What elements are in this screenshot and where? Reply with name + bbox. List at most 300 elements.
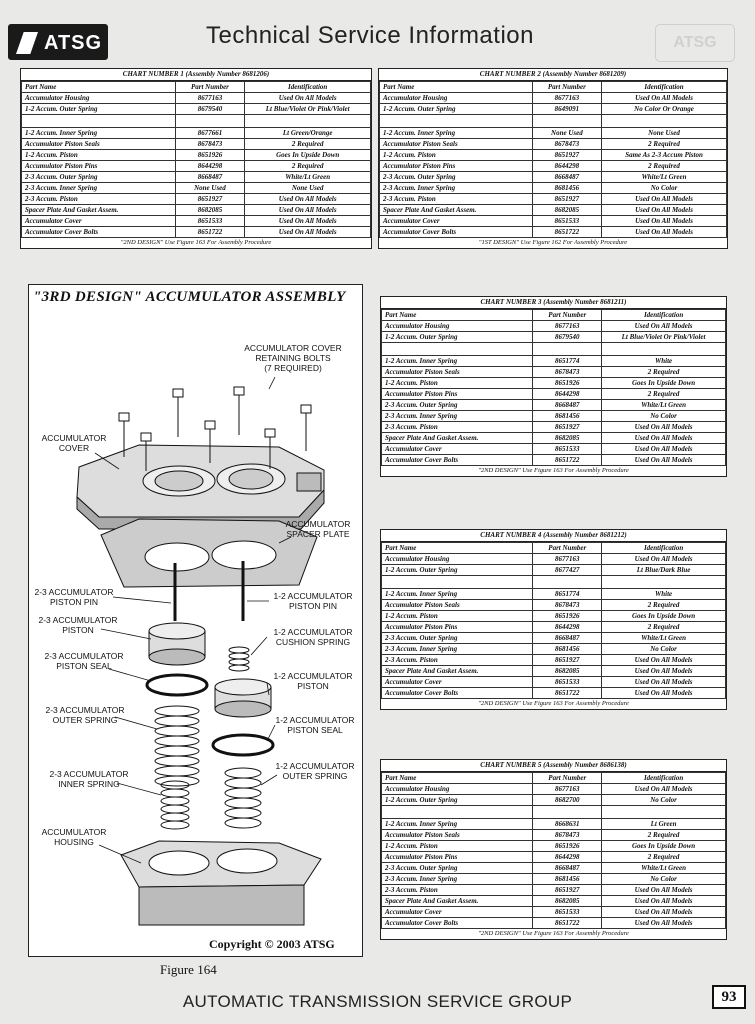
part-number-cell: 8668631 <box>533 819 602 830</box>
identification-cell: No Color <box>602 795 726 806</box>
chart-title: CHART NUMBER 5 (Assembly Number 8686138) <box>381 760 726 772</box>
part-number-cell: 8651926 <box>533 378 602 389</box>
identification-cell: 2 Required <box>602 367 726 378</box>
part-number-cell: 8677163 <box>532 93 601 104</box>
identification-cell: Used On All Models <box>602 554 726 565</box>
identification-cell: 2 Required <box>602 161 727 172</box>
part-name-cell: 2-3 Accum. Piston <box>382 655 533 666</box>
part-name-cell <box>382 806 533 819</box>
part-name-cell: Accumulator Housing <box>380 93 533 104</box>
table-row <box>382 655 726 666</box>
part-number-cell: 8651722 <box>175 227 245 238</box>
part-number-cell: 8651722 <box>533 688 602 699</box>
part-number-cell: 8682085 <box>175 205 245 216</box>
page-title: Technical Service Information <box>206 22 534 49</box>
part-name-cell: 1-2 Accum. Inner Spring <box>382 819 533 830</box>
part-number-cell: 8651533 <box>533 907 602 918</box>
table-row <box>380 139 727 150</box>
label-seal-2-3: 2-3 ACCUMULATOR PISTON SEAL <box>44 651 124 671</box>
identification-cell <box>602 115 727 128</box>
identification-cell <box>602 576 726 589</box>
part-number-cell: 8679540 <box>175 104 245 115</box>
outer-spring-2-3-drawing <box>155 706 199 786</box>
chart-5 <box>380 759 727 940</box>
part-name-cell: Accumulator Housing <box>382 784 533 795</box>
identification-cell: Used On All Models <box>245 194 371 205</box>
figure-title: "3RD DESIGN" ACCUMULATOR ASSEMBLY <box>33 289 346 305</box>
part-number-cell: 8651927 <box>533 655 602 666</box>
identification-cell: No Color <box>602 183 727 194</box>
table-row <box>380 227 727 238</box>
table-row <box>380 104 727 115</box>
part-number-cell: 8682085 <box>532 205 601 216</box>
part-number-cell: 8644298 <box>533 852 602 863</box>
identification-cell: Same As 2-3 Accum Piston <box>602 150 727 161</box>
identification-cell: Used On All Models <box>602 784 726 795</box>
identification-cell: Used On All Models <box>602 896 726 907</box>
part-name-cell <box>382 576 533 589</box>
accumulator-housing-drawing <box>121 841 321 925</box>
table-row <box>382 367 726 378</box>
table-header-row <box>382 543 726 554</box>
part-name-cell: Accumulator Cover <box>382 907 533 918</box>
identification-cell: White <box>602 589 726 600</box>
table-row <box>382 433 726 444</box>
label-cushion-spring: 1-2 ACCUMULATOR CUSHION SPRING <box>273 627 353 647</box>
identification-cell: Used On All Models <box>602 885 726 896</box>
table-row <box>382 666 726 677</box>
table-row <box>382 918 726 929</box>
column-header: Identification <box>245 82 371 93</box>
part-number-cell: 8677163 <box>533 554 602 565</box>
column-header: Part Name <box>382 773 533 784</box>
label-spacer-plate: ACCUMULATOR SPACER PLATE <box>285 519 351 539</box>
part-number-cell: 8651927 <box>532 150 601 161</box>
part-number-cell: 8668487 <box>533 400 602 411</box>
identification-cell: Goes In Upside Down <box>602 841 726 852</box>
parts-table <box>379 81 727 238</box>
table-row <box>382 784 726 795</box>
identification-cell: Used On All Models <box>602 918 726 929</box>
part-name-cell <box>380 115 533 128</box>
part-name-cell: 2-3 Accum. Inner Spring <box>382 644 533 655</box>
cushion-spring-drawing <box>229 647 249 671</box>
identification-cell: Used On All Models <box>245 227 371 238</box>
identification-cell: 2 Required <box>245 161 371 172</box>
identification-cell: Used On All Models <box>602 194 727 205</box>
part-name-cell: Spacer Plate And Gasket Assem. <box>22 205 176 216</box>
chart-title: CHART NUMBER 4 (Assembly Number 8681212) <box>381 530 726 542</box>
part-name-cell: 2-3 Accum. Inner Spring <box>22 183 176 194</box>
identification-cell: 2 Required <box>602 600 726 611</box>
table-row <box>382 343 726 356</box>
part-name-cell: Accumulator Piston Pins <box>382 852 533 863</box>
table-row <box>382 863 726 874</box>
table-row <box>22 216 371 227</box>
identification-cell: No Color <box>602 874 726 885</box>
table-row <box>380 161 727 172</box>
table-row <box>382 411 726 422</box>
part-number-cell: 8651533 <box>533 677 602 688</box>
inner-spring-2-3-drawing <box>161 781 189 829</box>
part-name-cell: 1-2 Accum. Outer Spring <box>380 104 533 115</box>
identification-cell: Used On All Models <box>602 216 727 227</box>
identification-cell: None Used <box>245 183 371 194</box>
table-row <box>380 172 727 183</box>
part-name-cell: 2-3 Accum. Outer Spring <box>382 400 533 411</box>
table-row <box>382 565 726 576</box>
table-row <box>382 907 726 918</box>
part-name-cell: 1-2 Accum. Piston <box>382 841 533 852</box>
part-name-cell: Accumulator Cover <box>380 216 533 227</box>
part-number-cell: 8677163 <box>175 93 245 104</box>
table-row <box>382 885 726 896</box>
part-number-cell: 8677163 <box>533 321 602 332</box>
chart-footer-note: "2ND DESIGN" Use Figure 163 For Assembly Procedure <box>478 700 629 707</box>
part-number-cell: 8677427 <box>533 565 602 576</box>
table-row <box>22 183 371 194</box>
part-name-cell: Accumulator Housing <box>382 321 533 332</box>
part-name-cell: 1-2 Accum. Outer Spring <box>22 104 176 115</box>
part-name-cell: Accumulator Piston Pins <box>22 161 176 172</box>
column-header: Part Name <box>380 82 533 93</box>
table-row <box>380 128 727 139</box>
table-row <box>382 600 726 611</box>
column-header: Identification <box>602 310 726 321</box>
part-name-cell: 1-2 Accum. Piston <box>382 611 533 622</box>
part-number-cell: 8651926 <box>533 611 602 622</box>
part-number-cell: 8678473 <box>175 139 245 150</box>
identification-cell: Used On All Models <box>602 677 726 688</box>
logo-text: ATSG <box>44 32 103 54</box>
piston-1-2-drawing <box>215 679 271 717</box>
table-row <box>382 400 726 411</box>
chart-2 <box>378 68 728 249</box>
table-row <box>382 356 726 367</box>
table-row <box>382 321 726 332</box>
identification-cell: No Color <box>602 411 726 422</box>
part-name-cell: 1-2 Accum. Outer Spring <box>382 795 533 806</box>
chart-title: CHART NUMBER 3 (Assembly Number 8681211) <box>381 297 726 309</box>
chart-footer-note: "2ND DESIGN" Use Figure 163 For Assembly Procedure <box>478 930 629 937</box>
part-name-cell: Accumulator Piston Seals <box>382 830 533 841</box>
identification-cell: 2 Required <box>602 830 726 841</box>
label-outer-spring-2-3: 2-3 ACCUMULATOR OUTER SPRING <box>45 705 125 725</box>
watermark-logo: ATSG <box>655 24 735 62</box>
part-name-cell: 2-3 Accum. Inner Spring <box>382 411 533 422</box>
table-row <box>382 806 726 819</box>
part-number-cell: None Used <box>532 128 601 139</box>
identification-cell: Used On All Models <box>602 688 726 699</box>
label-seal-1-2: 1-2 ACCUMULATOR PISTON SEAL <box>275 715 355 735</box>
identification-cell: Used On All Models <box>602 321 726 332</box>
part-name-cell: 2-3 Accum. Piston <box>380 194 533 205</box>
parts-table <box>381 309 726 466</box>
table-row <box>22 115 371 128</box>
atsg-logo <box>8 24 108 60</box>
part-name-cell: Spacer Plate And Gasket Assem. <box>382 896 533 907</box>
label-outer-spring-1-2: 1-2 ACCUMULATOR OUTER SPRING <box>275 761 355 781</box>
part-name-cell: Accumulator Cover Bolts <box>382 455 533 466</box>
part-number-cell: 8682085 <box>533 896 602 907</box>
part-name-cell: Spacer Plate And Gasket Assem. <box>380 205 533 216</box>
label-inner-spring-2-3: 2-3 ACCUMULATOR INNER SPRING <box>49 769 129 789</box>
seal-1-2-drawing <box>213 735 273 755</box>
part-number-cell: 8651927 <box>175 194 245 205</box>
identification-cell: None Used <box>602 128 727 139</box>
column-header: Identification <box>602 82 727 93</box>
identification-cell: Goes In Upside Down <box>602 378 726 389</box>
part-number-cell: 8651926 <box>533 841 602 852</box>
table-row <box>382 841 726 852</box>
part-name-cell: Accumulator Piston Seals <box>382 367 533 378</box>
part-number-cell: 8668487 <box>532 172 601 183</box>
seal-2-3-drawing <box>147 675 207 695</box>
chart-title: CHART NUMBER 2 (Assembly Number 8681209) <box>379 69 727 81</box>
part-name-cell: Accumulator Piston Seals <box>22 139 176 150</box>
part-number-cell: 8678473 <box>533 367 602 378</box>
identification-cell: Lt Green/Orange <box>245 128 371 139</box>
part-name-cell: Accumulator Cover Bolts <box>382 688 533 699</box>
parts-table <box>381 772 726 929</box>
identification-cell: White/Lt Green <box>602 172 727 183</box>
part-number-cell: 8679540 <box>533 332 602 343</box>
identification-cell: Used On All Models <box>245 205 371 216</box>
part-name-cell: Accumulator Piston Seals <box>380 139 533 150</box>
table-row <box>380 194 727 205</box>
identification-cell: White/Lt Green <box>602 633 726 644</box>
table-row <box>382 422 726 433</box>
column-header: Part Number <box>533 773 602 784</box>
parts-table <box>21 81 371 238</box>
part-number-cell: 8681456 <box>532 183 601 194</box>
table-row <box>382 589 726 600</box>
copyright-text: Copyright © 2003 ATSG <box>209 937 335 951</box>
column-header: Part Name <box>22 82 176 93</box>
part-name-cell: Accumulator Housing <box>22 93 176 104</box>
part-number-cell: 8651533 <box>175 216 245 227</box>
part-number-cell: 8677661 <box>175 128 245 139</box>
table-header-row <box>382 310 726 321</box>
part-name-cell: 1-2 Accum. Inner Spring <box>382 589 533 600</box>
identification-cell: Lt Blue/Violet Or Pink/Violet <box>602 332 726 343</box>
part-name-cell: 1-2 Accum. Outer Spring <box>382 332 533 343</box>
part-name-cell: 2-3 Accum. Piston <box>382 885 533 896</box>
table-row <box>380 205 727 216</box>
table-row <box>382 332 726 343</box>
table-header-row <box>380 82 727 93</box>
part-number-cell: 8651533 <box>532 216 601 227</box>
chart-1 <box>20 68 372 249</box>
part-name-cell: 2-3 Accum. Inner Spring <box>380 183 533 194</box>
identification-cell: Used On All Models <box>602 907 726 918</box>
identification-cell: White/Lt Green <box>602 863 726 874</box>
table-row <box>382 389 726 400</box>
table-row <box>382 795 726 806</box>
table-row <box>380 150 727 161</box>
part-name-cell: 2-3 Accum. Outer Spring <box>382 633 533 644</box>
part-number-cell: 8651927 <box>533 885 602 896</box>
table-header-row <box>22 82 371 93</box>
chart-footer-note: "2ND DESIGN" Use Figure 163 For Assembly Procedure <box>478 467 629 474</box>
part-number-cell: 8644298 <box>533 389 602 400</box>
part-name-cell: 2-3 Accum. Piston <box>382 422 533 433</box>
part-number-cell: 8644298 <box>175 161 245 172</box>
table-row <box>382 444 726 455</box>
column-header: Part Number <box>175 82 245 93</box>
part-name-cell: Accumulator Housing <box>382 554 533 565</box>
part-number-cell <box>533 806 602 819</box>
part-number-cell <box>532 115 601 128</box>
chart-4 <box>380 529 727 710</box>
page-number: 93 <box>712 985 746 1009</box>
part-name-cell: 1-2 Accum. Inner Spring <box>380 128 533 139</box>
part-number-cell: 8651722 <box>532 227 601 238</box>
table-row <box>382 554 726 565</box>
part-name-cell: Spacer Plate And Gasket Assem. <box>382 433 533 444</box>
table-row <box>22 93 371 104</box>
part-number-cell: 8678473 <box>533 600 602 611</box>
part-name-cell: 1-2 Accum. Inner Spring <box>382 356 533 367</box>
table-row <box>382 830 726 841</box>
table-row <box>22 194 371 205</box>
part-number-cell: 8649091 <box>532 104 601 115</box>
part-number-cell: 8651927 <box>533 422 602 433</box>
part-name-cell: 2-3 Accum. Piston <box>22 194 176 205</box>
identification-cell: Goes In Upside Down <box>245 150 371 161</box>
table-row <box>382 819 726 830</box>
label-cover: ACCUMULATOR COVER <box>41 433 107 453</box>
identification-cell: Goes In Upside Down <box>602 611 726 622</box>
part-number-cell: 8668487 <box>533 863 602 874</box>
chart-footer-note: "1ST DESIGN" Use Figure 162 For Assembly Procedure <box>478 239 628 246</box>
footer-text: AUTOMATIC TRANSMISSION SERVICE GROUP <box>182 992 573 1011</box>
table-row <box>22 161 371 172</box>
part-number-cell: 8644298 <box>533 622 602 633</box>
part-number-cell: 8681456 <box>533 644 602 655</box>
part-number-cell: 8644298 <box>532 161 601 172</box>
identification-cell: No Color <box>602 644 726 655</box>
table-row <box>22 139 371 150</box>
part-name-cell: 2-3 Accum. Outer Spring <box>382 863 533 874</box>
label-pin-1-2: 1-2 ACCUMULATOR PISTON PIN <box>273 591 353 611</box>
table-row <box>380 183 727 194</box>
label-piston-1-2: 1-2 ACCUMULATOR PISTON <box>273 671 353 691</box>
identification-cell: White/Lt Green <box>245 172 371 183</box>
part-number-cell: 8668487 <box>533 633 602 644</box>
part-number-cell <box>175 115 245 128</box>
identification-cell: 2 Required <box>602 622 726 633</box>
table-row <box>22 227 371 238</box>
identification-cell: 2 Required <box>602 139 727 150</box>
part-name-cell: Accumulator Piston Pins <box>380 161 533 172</box>
part-number-cell: 8677163 <box>533 784 602 795</box>
identification-cell: 2 Required <box>602 852 726 863</box>
part-name-cell: Accumulator Cover <box>22 216 176 227</box>
table-row <box>22 172 371 183</box>
chart-footer-note: "2ND DESIGN" Use Figure 163 For Assembly Procedure <box>120 239 272 246</box>
column-header: Part Number <box>533 543 602 554</box>
table-row <box>382 378 726 389</box>
part-number-cell <box>533 576 602 589</box>
chart-title: CHART NUMBER 1 (Assembly Number 8681206) <box>21 69 371 81</box>
part-name-cell: Accumulator Cover Bolts <box>22 227 176 238</box>
identification-cell: No Color Or Orange <box>602 104 727 115</box>
part-number-cell: 8651774 <box>533 589 602 600</box>
identification-cell: Used On All Models <box>602 227 727 238</box>
part-number-cell: 8682085 <box>533 433 602 444</box>
chart-3 <box>380 296 727 477</box>
table-row <box>382 633 726 644</box>
label-pin-2-3: 2-3 ACCUMULATOR PISTON PIN <box>34 587 114 607</box>
column-header: Identification <box>602 543 726 554</box>
part-number-cell: 8678473 <box>533 830 602 841</box>
part-name-cell: 1-2 Accum. Piston <box>22 150 176 161</box>
table-row <box>382 455 726 466</box>
accumulator-cover-drawing <box>77 445 324 529</box>
identification-cell: Lt Blue/Dark Blue <box>602 565 726 576</box>
identification-cell: Used On All Models <box>602 205 727 216</box>
part-number-cell: 8682700 <box>533 795 602 806</box>
table-row <box>22 104 371 115</box>
part-number-cell <box>533 343 602 356</box>
outer-spring-1-2-drawing <box>225 768 261 828</box>
part-number-cell: 8651774 <box>533 356 602 367</box>
table-row <box>382 852 726 863</box>
identification-cell: Lt Green <box>602 819 726 830</box>
part-number-cell: 8681456 <box>533 874 602 885</box>
identification-cell: Used On All Models <box>602 444 726 455</box>
part-name-cell: Accumulator Cover <box>382 444 533 455</box>
part-name-cell: Accumulator Cover Bolts <box>382 918 533 929</box>
table-row <box>22 150 371 161</box>
parts-table <box>381 542 726 699</box>
table-row <box>380 93 727 104</box>
part-name-cell: 1-2 Accum. Outer Spring <box>382 565 533 576</box>
flag-icon <box>16 32 38 54</box>
identification-cell: Used On All Models <box>602 93 727 104</box>
label-housing: ACCUMULATOR HOUSING <box>41 827 107 847</box>
column-header: Part Name <box>382 543 533 554</box>
table-row <box>382 576 726 589</box>
piston-2-3-drawing <box>149 623 205 665</box>
part-name-cell: Accumulator Cover <box>382 677 533 688</box>
part-number-cell: 8651722 <box>533 918 602 929</box>
part-name-cell <box>382 343 533 356</box>
table-row <box>380 216 727 227</box>
part-number-cell: 8682085 <box>533 666 602 677</box>
part-number-cell: None Used <box>175 183 245 194</box>
part-name-cell: Accumulator Cover Bolts <box>380 227 533 238</box>
identification-cell: Used On All Models <box>602 422 726 433</box>
part-number-cell: 8678473 <box>532 139 601 150</box>
part-number-cell: 8651533 <box>533 444 602 455</box>
column-header: Part Number <box>532 82 601 93</box>
table-row <box>382 874 726 885</box>
table-row <box>382 622 726 633</box>
figure-box <box>28 284 363 957</box>
part-number-cell: 8651927 <box>532 194 601 205</box>
part-name-cell: Accumulator Piston Pins <box>382 389 533 400</box>
column-header: Identification <box>602 773 726 784</box>
part-number-cell: 8668487 <box>175 172 245 183</box>
column-header: Part Number <box>533 310 602 321</box>
part-name-cell: Accumulator Piston Seals <box>382 600 533 611</box>
table-row <box>22 205 371 216</box>
identification-cell: Used On All Models <box>245 93 371 104</box>
part-name-cell: Spacer Plate And Gasket Assem. <box>382 666 533 677</box>
part-name-cell <box>22 115 176 128</box>
